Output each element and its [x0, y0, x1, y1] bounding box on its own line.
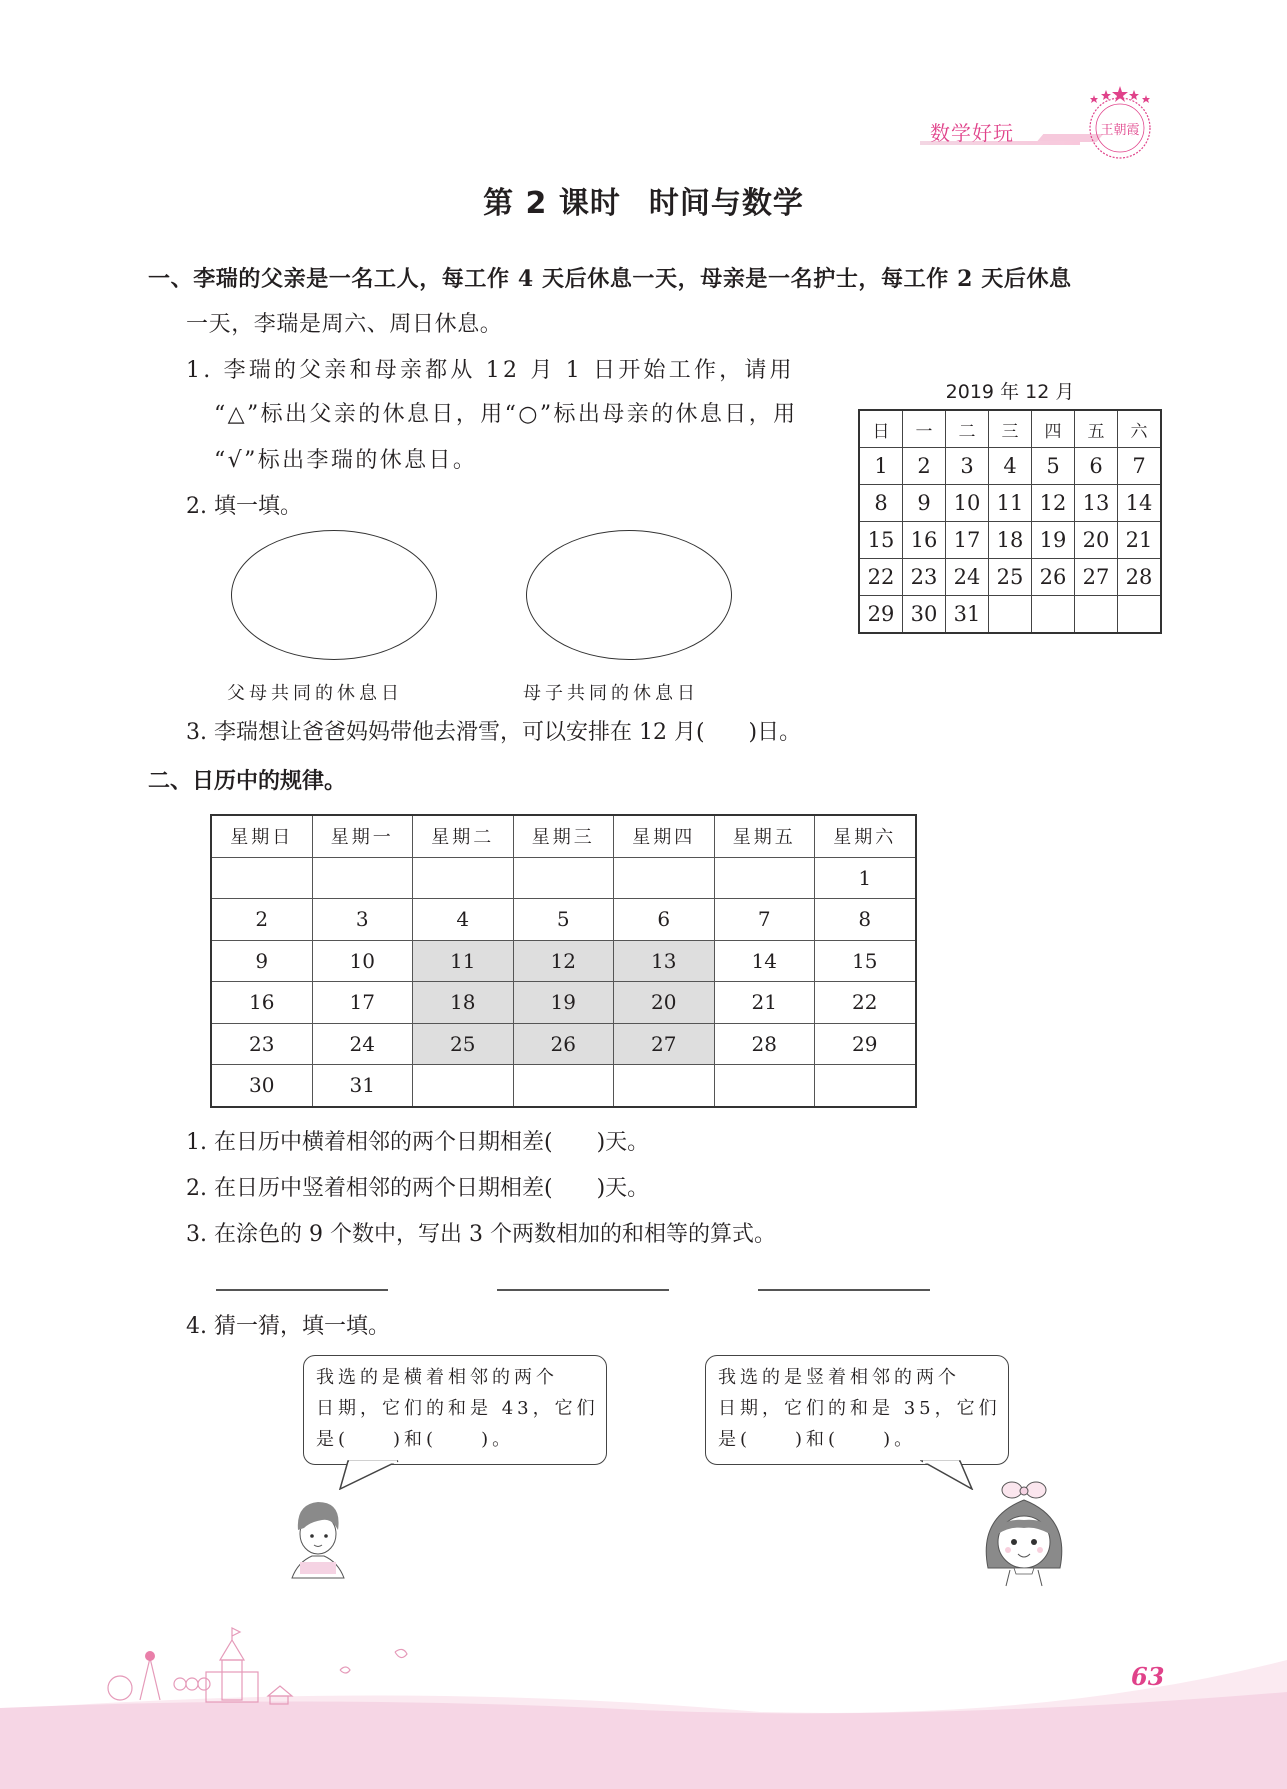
pattern-calendar-row	[211, 899, 916, 941]
part1-q2: 2. 填一填。	[186, 494, 302, 519]
speech-bubble-girl	[705, 1355, 1009, 1465]
weekday-cell: 日	[859, 410, 903, 448]
pattern-calendar-day-cell[interactable]: 23	[211, 1023, 312, 1065]
part1-q1-line3: “√”标出李瑞的休息日。	[214, 448, 478, 473]
part2-q1: 1. 在日历中横着相邻的两个日期相差( )天。	[186, 1130, 650, 1155]
pattern-calendar-empty-cell[interactable]	[312, 857, 413, 899]
pattern-calendar-day-cell[interactable]: 26	[513, 1023, 614, 1065]
bubble-girl-line2: 日期，它们的和是 35，它们	[718, 1398, 1001, 1419]
boy-illustration-icon	[282, 1490, 354, 1580]
calendar-day-cell[interactable]: 20	[1075, 522, 1118, 559]
calendar-empty-cell[interactable]	[989, 596, 1032, 634]
pattern-calendar-row	[211, 982, 916, 1024]
calendar-title: 2019 年 12 月	[945, 381, 1075, 403]
calendar-row	[859, 522, 1161, 559]
pattern-calendar-day-cell[interactable]: 22	[815, 982, 916, 1024]
calendar-day-cell[interactable]: 12	[1032, 485, 1075, 522]
calendar-day-cell[interactable]: 15	[859, 522, 903, 559]
pattern-calendar-day-cell[interactable]: 17	[312, 982, 413, 1024]
weekday-cell: 星期四	[614, 815, 715, 857]
weekday-cell: 六	[1118, 410, 1162, 448]
pattern-calendar-day-cell[interactable]: 4	[413, 899, 514, 941]
pattern-calendar-day-cell[interactable]: 1	[815, 857, 916, 899]
bubble-girl-line1: 我选的是竖着相邻的两个	[718, 1367, 960, 1388]
page-title	[0, 178, 1287, 222]
girl-illustration-icon	[970, 1478, 1080, 1588]
weekday-cell: 星期一	[312, 815, 413, 857]
pattern-calendar-day-cell[interactable]: 7	[714, 899, 815, 941]
part2-heading: 二、日历中的规律。	[148, 768, 347, 794]
calendar-day-cell[interactable]: 27	[1075, 559, 1118, 596]
pattern-calendar-empty-cell[interactable]	[614, 1065, 715, 1107]
pattern-calendar-empty-cell[interactable]	[413, 857, 514, 899]
pattern-calendar-day-cell[interactable]: 5	[513, 899, 614, 941]
pattern-calendar-day-cell[interactable]: 20	[614, 982, 715, 1024]
pattern-calendar-empty-cell[interactable]	[815, 1065, 916, 1107]
weekday-cell: 星期日	[211, 815, 312, 857]
ellipse-label-mother-son: 母子共同的休息日	[523, 683, 699, 704]
pattern-calendar-empty-cell[interactable]	[413, 1065, 514, 1107]
pattern-calendar-day-cell[interactable]: 19	[513, 982, 614, 1024]
december-calendar	[858, 409, 1162, 634]
pattern-calendar-empty-cell[interactable]	[614, 857, 715, 899]
part2-q2: 2. 在日历中竖着相邻的两个日期相差( )天。	[186, 1176, 650, 1201]
pattern-calendar-empty-cell[interactable]	[714, 857, 815, 899]
bubble-boy-line2: 日期，它们的和是 43，它们	[316, 1398, 599, 1419]
pattern-calendar-row	[211, 940, 916, 982]
calendar-day-cell[interactable]: 5	[1032, 448, 1075, 485]
part1-q1-line2: “△”标出父亲的休息日，用“○”标出母亲的休息日，用	[214, 402, 798, 427]
pattern-calendar-day-cell[interactable]: 16	[211, 982, 312, 1024]
calendar-row	[859, 559, 1161, 596]
weekday-cell: 一	[903, 410, 946, 448]
calendar-day-cell[interactable]: 19	[1032, 522, 1075, 559]
calendar-day-cell[interactable]: 3	[946, 448, 989, 485]
calendar-day-cell[interactable]: 24	[946, 559, 989, 596]
footer-landscape-decoration	[0, 1600, 1287, 1789]
calendar-day-cell[interactable]: 26	[1032, 559, 1075, 596]
pattern-calendar-empty-cell[interactable]	[211, 857, 312, 899]
part1-heading-line1: 一、李瑞的父亲是一名工人，每工作 4 天后休息一天，母亲是一名护士，每工作 2 天后休息	[148, 266, 1072, 292]
pattern-calendar-day-cell[interactable]: 28	[714, 1023, 815, 1065]
ellipse-mother-son-common-rest	[526, 530, 732, 660]
calendar-row	[859, 485, 1161, 522]
answer-line-3[interactable]	[758, 1289, 930, 1291]
weekday-cell: 星期二	[413, 815, 514, 857]
pattern-calendar-day-cell[interactable]: 15	[815, 940, 916, 982]
calendar-day-cell[interactable]: 7	[1118, 448, 1162, 485]
pattern-calendar-day-cell[interactable]: 18	[413, 982, 514, 1024]
bubble-boy-tail	[330, 1460, 410, 1490]
weekday-cell: 五	[1075, 410, 1118, 448]
calendar-day-cell[interactable]: 21	[1118, 522, 1162, 559]
calendar-weekday-row	[859, 410, 1161, 448]
calendar-day-cell[interactable]: 30	[903, 596, 946, 634]
pattern-calendar-row	[211, 1065, 916, 1107]
calendar-row	[859, 448, 1161, 485]
pattern-calendar-empty-cell[interactable]	[714, 1065, 815, 1107]
ellipse-parents-common-rest	[231, 530, 437, 660]
pattern-calendar-row	[211, 1023, 916, 1065]
pattern-calendar-day-cell[interactable]: 27	[614, 1023, 715, 1065]
bubble-boy-line1: 我选的是横着相邻的两个	[316, 1367, 558, 1388]
section-label: 数学好玩	[930, 121, 1014, 145]
calendar-day-cell[interactable]: 16	[903, 522, 946, 559]
calendar-day-cell[interactable]: 18	[989, 522, 1032, 559]
calendar-day-cell[interactable]: 28	[1118, 559, 1162, 596]
part1-q3: 3. 李瑞想让爸爸妈妈带他去滑雪，可以安排在 12 月( )日。	[186, 720, 802, 745]
pattern-calendar-day-cell[interactable]: 3	[312, 899, 413, 941]
pattern-calendar-day-cell[interactable]: 13	[614, 940, 715, 982]
weekday-cell: 三	[989, 410, 1032, 448]
brand-seal-text: 王朝霞	[1100, 123, 1140, 138]
calendar-day-cell[interactable]: 1	[859, 448, 903, 485]
calendar-day-cell[interactable]: 29	[859, 596, 903, 634]
calendar-empty-cell[interactable]	[1032, 596, 1075, 634]
calendar-day-cell[interactable]: 22	[859, 559, 903, 596]
answer-line-1[interactable]	[216, 1289, 388, 1291]
pattern-calendar-day-cell[interactable]: 11	[413, 940, 514, 982]
calendar-day-cell[interactable]: 8	[859, 485, 903, 522]
pattern-calendar-day-cell[interactable]: 2	[211, 899, 312, 941]
calendar-day-cell[interactable]: 25	[989, 559, 1032, 596]
calendar-day-cell[interactable]: 10	[946, 485, 989, 522]
pattern-calendar-day-cell[interactable]: 25	[413, 1023, 514, 1065]
speech-bubble-boy	[303, 1355, 607, 1465]
bubble-boy-line3: 是( )和( )。	[316, 1429, 515, 1450]
answer-line-2[interactable]	[497, 1289, 669, 1291]
calendar-day-cell[interactable]: 11	[989, 485, 1032, 522]
pattern-calendar-empty-cell[interactable]	[513, 857, 614, 899]
pattern-calendar-day-cell[interactable]: 6	[614, 899, 715, 941]
lesson-topic: 时间与数学	[648, 186, 804, 221]
part2-q3: 3. 在涂色的 9 个数中，写出 3 个两数相加的和相等的算式。	[186, 1222, 776, 1247]
calendar-day-cell[interactable]: 2	[903, 448, 946, 485]
calendar-day-cell[interactable]: 31	[946, 596, 989, 634]
bubble-girl-line3: 是( )和( )。	[718, 1429, 917, 1450]
pattern-calendar-weekday-row	[211, 815, 916, 857]
pattern-calendar-day-cell[interactable]: 29	[815, 1023, 916, 1065]
calendar-day-cell[interactable]: 4	[989, 448, 1032, 485]
pattern-calendar-day-cell[interactable]: 30	[211, 1065, 312, 1107]
pattern-calendar-row	[211, 857, 916, 899]
weekday-cell: 四	[1032, 410, 1075, 448]
calendar-day-cell[interactable]: 9	[903, 485, 946, 522]
pattern-calendar-day-cell[interactable]: 9	[211, 940, 312, 982]
weekday-cell: 二	[946, 410, 989, 448]
part1-heading-line2: 一天，李瑞是周六、周日休息。	[186, 312, 503, 337]
pattern-calendar	[210, 814, 917, 1108]
pattern-calendar-day-cell[interactable]: 31	[312, 1065, 413, 1107]
weekday-cell: 星期三	[513, 815, 614, 857]
weekday-cell: 星期五	[714, 815, 815, 857]
calendar-day-cell[interactable]: 23	[903, 559, 946, 596]
calendar-day-cell[interactable]: 14	[1118, 485, 1162, 522]
lesson-number: 第 2 课时	[483, 186, 621, 221]
calendar-empty-cell[interactable]	[1118, 596, 1162, 634]
pattern-calendar-day-cell[interactable]: 14	[714, 940, 815, 982]
part2-q4: 4. 猜一猜，填一填。	[186, 1314, 390, 1339]
page-number: 63	[1131, 1662, 1165, 1691]
weekday-cell: 星期六	[815, 815, 916, 857]
pattern-calendar-day-cell[interactable]: 24	[312, 1023, 413, 1065]
pattern-calendar-day-cell[interactable]: 8	[815, 899, 916, 941]
ellipse-label-parents: 父母共同的休息日	[227, 683, 403, 704]
pattern-calendar-day-cell[interactable]: 12	[513, 940, 614, 982]
calendar-day-cell[interactable]: 6	[1075, 448, 1118, 485]
calendar-day-cell[interactable]: 17	[946, 522, 989, 559]
pattern-calendar-empty-cell[interactable]	[513, 1065, 614, 1107]
calendar-day-cell[interactable]: 13	[1075, 485, 1118, 522]
calendar-empty-cell[interactable]	[1075, 596, 1118, 634]
brand-seal-icon	[1080, 82, 1160, 162]
calendar-row	[859, 596, 1161, 634]
pattern-calendar-day-cell[interactable]: 10	[312, 940, 413, 982]
part1-q1-line1: 1. 李瑞的父亲和母亲都从 12 月 1 日开始工作，请用	[186, 358, 795, 383]
pattern-calendar-day-cell[interactable]: 21	[714, 982, 815, 1024]
